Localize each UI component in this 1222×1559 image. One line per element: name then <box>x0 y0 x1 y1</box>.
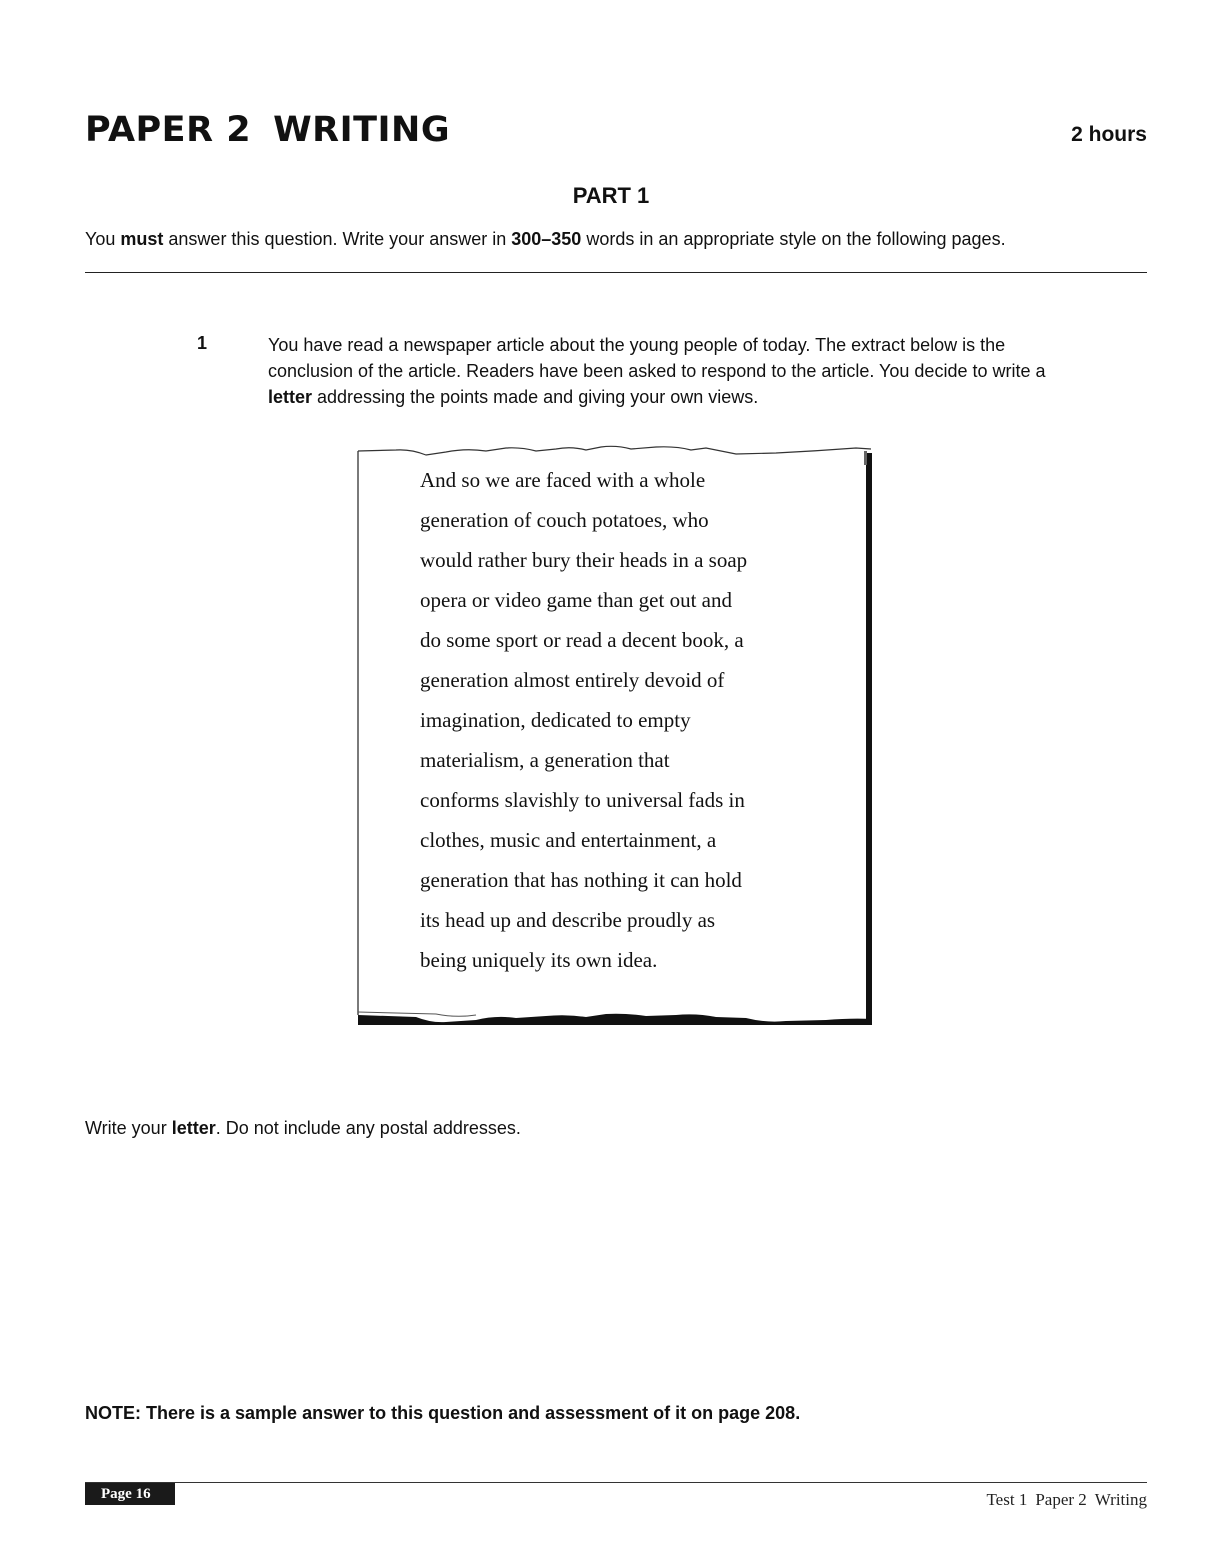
instruction-mid: answer this question. Write your answer in <box>163 229 512 249</box>
title-paper: PAPER 2 <box>85 110 252 150</box>
question-text-post: addressing the points made and giving your own views. <box>312 387 759 407</box>
question-number: 1 <box>197 333 208 353</box>
extract-line: And so we are faced with a whole <box>420 468 706 492</box>
note-text: NOTE: There is a sample answer to this question and assessment of it on page 208. <box>85 1403 801 1423</box>
part-heading: PART 1 <box>572 183 650 208</box>
task-letter: letter <box>171 1118 216 1138</box>
extract-line: generation of couch potatoes, who <box>420 508 709 532</box>
instruction-must: must <box>120 229 164 249</box>
instruction-word-count: 300–350 <box>511 229 582 249</box>
footer-test: Test 1 <box>986 1490 1028 1509</box>
task-post: . Do not include any postal addresses. <box>215 1118 521 1138</box>
extract-line: do some sport or read a decent book, a <box>420 628 744 652</box>
footer-caption <box>978 1490 1147 1510</box>
instruction-pre: You <box>85 229 121 249</box>
extract-line: its head up and describe proudly as <box>420 908 716 932</box>
title-writing: WRITING <box>273 110 451 150</box>
extract-line: opera or video game than get out and <box>420 588 732 612</box>
page-number-badge: Page 16 <box>85 1483 175 1505</box>
extract-line: generation that has nothing it can hold <box>420 868 742 892</box>
extract-line: being uniquely its own idea. <box>420 948 658 972</box>
footer-paper: Paper 2 <box>1035 1490 1087 1509</box>
extract-text <box>420 460 860 980</box>
extract-line: generation almost entirely devoid of <box>420 668 725 692</box>
page-title <box>85 108 450 152</box>
extract-line: conforms slavishly to universal fads in <box>420 788 745 812</box>
question-text-letter: letter <box>268 387 313 407</box>
article-extract <box>356 445 873 1025</box>
question-text <box>268 332 1048 410</box>
extract-line: clothes, music and entertainment, a <box>420 828 717 852</box>
instruction-post: words in an appropriate style on the following pages. <box>581 229 1006 249</box>
footer-section: Writing <box>1094 1490 1147 1509</box>
task-instruction <box>85 1118 521 1139</box>
extract-line: would rather bury their heads in a soap <box>420 548 748 572</box>
question-text-pre: You have read a newspaper article about the young people of today. The extract below is the conclusion of the article. Readers have been asked to respond to the article. You decide to write a <box>268 335 1046 381</box>
duration-label: 2 hours <box>1071 123 1147 146</box>
divider <box>85 272 1147 273</box>
task-pre: Write your <box>85 1118 172 1138</box>
instruction-text <box>85 229 1006 250</box>
footer-divider <box>85 1482 1147 1483</box>
extract-line: materialism, a generation that <box>420 748 670 772</box>
extract-line: imagination, dedicated to empty <box>420 708 691 732</box>
